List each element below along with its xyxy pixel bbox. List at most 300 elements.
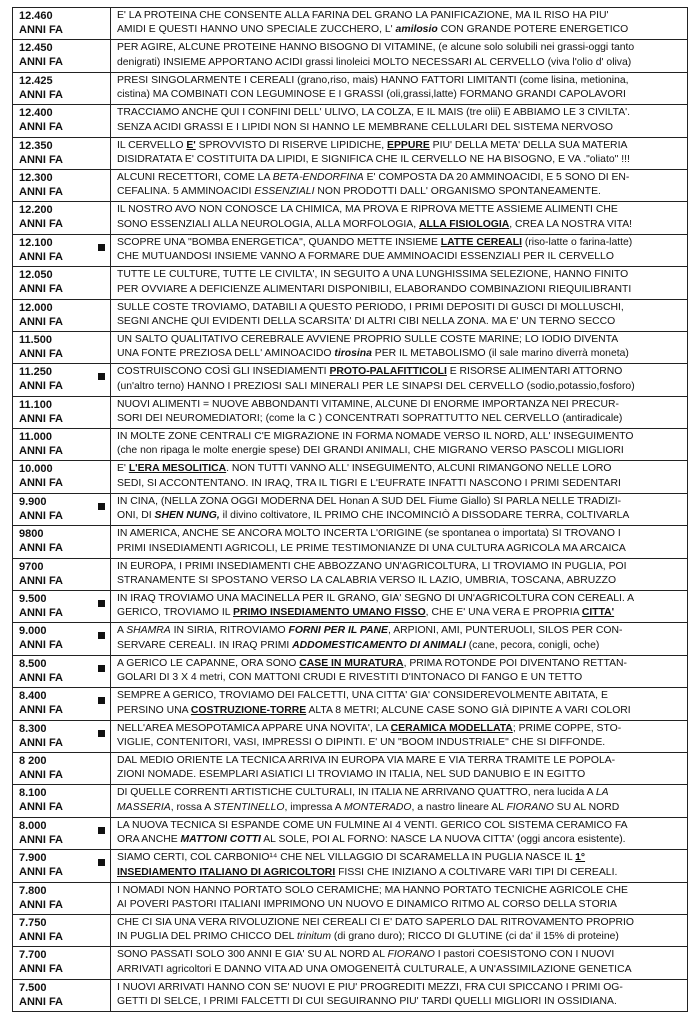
- date-cell: [13, 364, 111, 395]
- text-segment: SONO ESSENZIALI ALLA NEUROLOGIA, ALLA MORFOLOGIA,: [117, 218, 420, 230]
- square-bullet-icon: [98, 827, 105, 834]
- text-segment: il divino coltivatore, IL PRIMO CHE INCOMINCIÒ A DISSODARE TERRA, COLTIVARLA: [219, 510, 630, 522]
- unit-label: ANNI FA: [19, 509, 63, 522]
- text-segment: I NUOVI ARRIVATI HANNO CON SE' NUOVI E PIU' PROGREDITI MEZZI, FRA CUI SPICCANO I PRIMI OG-: [117, 981, 623, 993]
- description-line: [117, 948, 682, 962]
- square-bullet-icon: [98, 665, 105, 672]
- timeline-row: [12, 526, 688, 558]
- year-label: 12.200: [19, 204, 53, 217]
- text-segment: IN SIRIA, RITROVIAMO: [170, 625, 289, 637]
- date-cell: [13, 688, 111, 719]
- text-segment: GOLARI DI 3 X 4 metri, CON MATTONI CRUDI E RIVESTITI D'INTONACO DI FANGO E UN TETTO: [117, 672, 583, 684]
- text-segment: , impressa A: [284, 801, 344, 813]
- date-cell: [13, 656, 111, 687]
- date-cell: [13, 332, 111, 363]
- year-label: 12.300: [19, 171, 53, 184]
- timeline-row: [12, 753, 688, 785]
- description-line: [117, 139, 682, 153]
- text-segment: E RISORSE ALIMENTARI ATTORNO: [446, 366, 623, 378]
- year-label: 8.000: [19, 819, 47, 832]
- description-cell: [111, 818, 687, 849]
- text-segment: SIAMO CERTI, COL CARBONIO¹⁴ CHE NEL VILLAGGIO DI SCARAMELLA IN PUGLIA NASCE IL: [117, 852, 576, 864]
- text-segment: , PRIMA ROTONDE POI DIVENTANO RETTAN-: [403, 657, 627, 669]
- text-segment: PRESI SINGOLARMENTE I CEREALI (grano,riso, mais) HANNO FATTORI LIMITANTI (come lisina, metionina,: [117, 74, 629, 86]
- text-segment: COSTRUISCONO COSÌ GLI INSEDIAMENTI: [117, 366, 330, 378]
- description-cell: [111, 623, 687, 654]
- year-label: 10.000: [19, 463, 53, 476]
- description-line: [117, 315, 682, 329]
- text-segment: PERSINO UNA: [117, 704, 191, 716]
- description-line: [117, 833, 682, 847]
- timeline-row: [12, 300, 688, 332]
- square-bullet-icon: [98, 632, 105, 639]
- date-cell: [13, 947, 111, 978]
- text-segment: UN SALTO QUALITATIVO CEREBRALE AVVIENE PROPRIO SULLE COSTE MARINE; LO IODIO DIVENTA: [117, 333, 619, 345]
- unit-label: ANNI FA: [19, 347, 63, 360]
- text-segment: L'ERA MESOLITICA: [128, 463, 227, 475]
- description-cell: [111, 947, 687, 978]
- unit-label: ANNI FA: [19, 574, 63, 587]
- unit-label: ANNI FA: [19, 963, 63, 976]
- description-line: [117, 121, 682, 135]
- description-line: [117, 283, 682, 297]
- year-label: 8.300: [19, 722, 47, 735]
- timeline-row: [12, 170, 688, 202]
- unit-label: ANNI FA: [19, 542, 63, 555]
- description-cell: [111, 494, 687, 525]
- description-line: [117, 704, 682, 718]
- unit-label: ANNI FA: [19, 898, 63, 911]
- text-segment: tirosina: [334, 348, 372, 360]
- text-segment: FIORANO: [387, 949, 435, 961]
- description-cell: [111, 883, 687, 914]
- description-cell: [111, 688, 687, 719]
- text-segment: AL SOLE, POI AL FORNO: NASCE LA NUOVA CITTA' (oggi ancora esistente).: [260, 834, 626, 846]
- description-line: [117, 268, 682, 282]
- text-segment: ESSENZIALI: [254, 186, 315, 198]
- text-segment: LATTE CEREALI: [440, 236, 522, 248]
- text-segment: E' LA PROTEINA CHE CONSENTE ALLA FARINA DEL GRANO LA PANIFICAZIONE, MA IL RISO HA PIU': [117, 10, 609, 21]
- text-segment: DI QUELLE CORRENTI ARTISTICHE CULTURALI, IN ITALIA NE ARRIVANO QUATTRO, nera lucida A: [117, 787, 596, 799]
- text-segment: CITTA': [581, 607, 615, 619]
- description-line: [117, 768, 682, 782]
- description-cell: [111, 40, 687, 71]
- description-line: [117, 56, 682, 70]
- timeline-row: [12, 591, 688, 623]
- year-label: 7.700: [19, 949, 47, 962]
- year-label: 9800: [19, 528, 44, 541]
- text-segment: LA NUOVA TECNICA SI ESPANDE COME UN FULMINE AI 4 VENTI. GERICO COL SISTEMA CERAMICO FA: [117, 819, 628, 831]
- description-line: [117, 592, 682, 606]
- text-segment: , CREA LA NOSTRA VITA!: [509, 218, 633, 230]
- unit-label: ANNI FA: [19, 833, 63, 846]
- date-cell: [13, 721, 111, 752]
- description-cell: [111, 73, 687, 104]
- text-segment: CHE MUTUANDOSI INSIEME VANNO A FORMARE DUE AMMINOACIDI ESSENZIALI PER IL CERVELLO: [117, 251, 614, 263]
- year-label: 12.450: [19, 42, 53, 55]
- description-line: [117, 930, 682, 944]
- description-cell: [111, 138, 687, 169]
- text-segment: ; PRIME COPPE, STO-: [512, 722, 622, 734]
- unit-label: ANNI FA: [19, 930, 63, 943]
- text-segment: FISSI CHE INIZIANO A COLTIVARE VARI TIPI DI CEREALI.: [335, 866, 618, 878]
- date-cell: [13, 980, 111, 1011]
- description-line: [117, 9, 682, 23]
- description-line: [117, 509, 682, 523]
- description-cell: [111, 397, 687, 428]
- text-segment: amilosio: [395, 24, 438, 36]
- description-line: [117, 527, 682, 541]
- timeline-table: [12, 7, 688, 1012]
- timeline-row: [12, 202, 688, 234]
- text-segment: CASE IN MURATURA: [299, 657, 404, 669]
- timeline-row: [12, 138, 688, 170]
- description-line: [117, 495, 682, 509]
- description-cell: [111, 656, 687, 687]
- description-line: [117, 866, 682, 880]
- date-cell: [13, 429, 111, 460]
- date-cell: [13, 170, 111, 201]
- description-cell: [111, 526, 687, 557]
- description-line: [117, 380, 682, 394]
- text-segment: IN MOLTE ZONE CENTRALI C'E MIGRAZIONE IN FORMA NOMADE VERSO IL NORD, ALL' INSEGUIMENTO: [117, 431, 634, 443]
- description-cell: [111, 105, 687, 136]
- year-label: 11.500: [19, 333, 53, 346]
- year-label: 12.350: [19, 139, 53, 152]
- text-segment: A GERICO LE CAPANNE, ORA SONO: [117, 657, 300, 669]
- unit-label: ANNI FA: [19, 445, 63, 458]
- date-cell: [13, 138, 111, 169]
- year-label: 9.900: [19, 495, 47, 508]
- timeline-row: [12, 947, 688, 979]
- text-segment: UNA FONTE PREZIOSA DELL' AMINOACIDO: [117, 348, 335, 360]
- text-segment: DAL MEDIO ORIENTE LA TECNICA ARRIVA IN EUROPA VIA MARE E VIA TERRA TRAMITE LE POPOLA-: [117, 754, 616, 766]
- description-line: [117, 203, 682, 217]
- timeline-row: [12, 235, 688, 267]
- unit-label: ANNI FA: [19, 185, 63, 198]
- description-cell: [111, 300, 687, 331]
- square-bullet-icon: [98, 697, 105, 704]
- year-label: 8.400: [19, 690, 47, 703]
- description-cell: [111, 721, 687, 752]
- year-label: 12.100: [19, 236, 53, 249]
- text-segment: denigrati) INSIEME APPORTANO ACIDI grassi linoleici MOLTO NECESSARI AL CERVELLO (viva l'olio d' oliva): [117, 56, 632, 68]
- text-segment: VIGLIE, CONTENITORI, VASI, IMPRESSI O DIPINTI. E' UN "BOOM INDUSTRIALE" CHE SI DIFFONDE.: [117, 737, 606, 748]
- unit-label: ANNI FA: [19, 218, 63, 231]
- text-segment: ARRIVATI agricoltori E DANNO VITA AD UNA OMOGENEITÀ CULTURALE, A UN'ASSIMILAZIONE GENETICA: [117, 963, 632, 975]
- text-segment: EPPURE: [387, 139, 430, 151]
- text-segment: AMIDI E QUESTI HANNO UNO SPECIALE ZUCCHERO, L': [117, 24, 396, 36]
- year-label: 11.000: [19, 431, 53, 444]
- text-segment: (di grano duro); RICCO DI GLUTINE (ci da' il 15% di proteine): [331, 931, 619, 943]
- text-segment: I NOMADI NON HANNO PORTATO SOLO CERAMICHE; MA HANNO PORTATO TECNICHE AGRICOLE CHE: [117, 884, 628, 896]
- text-segment: FORNI PER IL PANE: [288, 625, 388, 637]
- description-line: [117, 333, 682, 347]
- date-cell: [13, 785, 111, 816]
- timeline-row: [12, 40, 688, 72]
- text-segment: IN AMERICA, ANCHE SE ANCORA MOLTO INCERTA L'ORIGINE (se spontanea o importata) SI TROVANO I: [117, 528, 621, 540]
- text-segment: CEFALINA. 5 AMMINOACIDI: [117, 186, 255, 198]
- unit-label: ANNI FA: [19, 736, 63, 749]
- text-segment: A: [117, 625, 127, 637]
- description-cell: [111, 8, 687, 39]
- description-line: [117, 574, 682, 588]
- text-segment: (che non ripaga le molte energie spese) DEI GRANDI ANIMALI, CHE MIGRANO VERSO PASCOLI MIGLIORI: [117, 445, 624, 457]
- timeline-row: [12, 818, 688, 850]
- description-cell: [111, 364, 687, 395]
- description-cell: [111, 461, 687, 492]
- text-segment: ZIONI NOMADE. ESEMPLARI ASIATICI LI TROVIAMO IN ITALIA, NEL SUD DANUBIO E IN EGITTO: [117, 769, 586, 781]
- description-cell: [111, 170, 687, 201]
- unit-label: ANNI FA: [19, 88, 63, 101]
- text-segment: E' COMPOSTA DA 20 AMMINOACIDI, E 5 SONO DI EN-: [363, 171, 630, 183]
- unit-label: ANNI FA: [19, 24, 63, 36]
- date-cell: [13, 591, 111, 622]
- text-segment: STRANAMENTE SI SPOSTANO VERSO LA CALABRIA VERSO IL LAZIO, UMBRIA, TOSCANA, ABRUZZO: [117, 575, 617, 587]
- text-segment: SHAMRA: [126, 625, 171, 637]
- square-bullet-icon: [98, 730, 105, 737]
- text-segment: SULLE COSTE TROVIAMO, DATABILI A QUESTO PERIODO, I PRIMI DEPOSITI DI GUSCI DI MOLLUSCHI,: [117, 301, 624, 313]
- description-line: [117, 542, 682, 556]
- description-line: [117, 41, 682, 55]
- text-segment: SPROVVISTO DI RISERVE LIPIDICHE,: [195, 139, 388, 151]
- text-segment: PRIMI INSEDIAMENTI AGRICOLI, LE PRIME TESTIMONIANZE DI UNA CULTURA AGRICOLA MA ARCAICA: [117, 542, 626, 554]
- description-line: [117, 365, 682, 379]
- date-cell: [13, 850, 111, 881]
- unit-label: ANNI FA: [19, 995, 63, 1008]
- date-cell: [13, 8, 111, 39]
- timeline-row: [12, 461, 688, 493]
- text-segment: , CHE E' UNA VERA E PROPRIA: [425, 607, 582, 619]
- description-line: [117, 689, 682, 703]
- unit-label: ANNI FA: [19, 704, 63, 717]
- text-segment: ALCUNI RECETTORI, COME LA: [117, 171, 273, 183]
- date-cell: [13, 202, 111, 233]
- text-segment: SCOPRE UNA "BOMBA ENERGETICA", QUANDO METTE INSIEME: [117, 236, 441, 248]
- text-segment: NUOVI ALIMENTI = NUOVE ABBONDANTI VITAMINE, ALCUNE DI ENORME IMPORTANZA NEI PRECUR-: [117, 398, 620, 410]
- text-segment: SHEN NUNG,: [154, 510, 220, 522]
- year-label: 9700: [19, 560, 44, 573]
- text-segment: PER AGIRE, ALCUNE PROTEINE HANNO BISOGNO DI VITAMINE, (e alcune solo solubili nei grassi-oggi tanto: [117, 42, 635, 54]
- description-line: [117, 462, 682, 476]
- description-line: [117, 430, 682, 444]
- text-segment: E': [117, 463, 129, 475]
- year-label: 7.500: [19, 981, 47, 994]
- date-cell: [13, 753, 111, 784]
- description-cell: [111, 591, 687, 622]
- text-segment: SORI DEI NEUROMEDIATORI; (come la C ) CONCENTRATI SOPRATTUTTO NEL CERVELLO (antiradicale): [117, 413, 623, 425]
- date-cell: [13, 40, 111, 71]
- timeline-row: [12, 688, 688, 720]
- unit-label: ANNI FA: [19, 412, 63, 425]
- text-segment: IL NOSTRO AVO NON CONOSCE LA CHIMICA, MA PROVA E RIPROVA METTE ASSIEME ALIMENTI CHE: [117, 204, 618, 216]
- year-label: 12.460: [19, 10, 53, 22]
- description-cell: [111, 267, 687, 298]
- unit-label: ANNI FA: [19, 250, 63, 263]
- text-segment: SEMPRE A GERICO, TROVIAMO DEI FALCETTI, UNA CITTA' GIA' CONSIDEREVOLMENTE ABITATA, E: [117, 690, 608, 702]
- description-line: [117, 153, 682, 167]
- date-cell: [13, 105, 111, 136]
- year-label: 7.900: [19, 852, 47, 865]
- description-line: [117, 171, 682, 185]
- text-segment: COSTRUZIONE-TORRE: [190, 704, 307, 716]
- description-line: [117, 801, 682, 815]
- text-segment: IN PUGLIA DEL PRIMO CHICCO DEL: [117, 931, 297, 943]
- text-segment: . NON TUTTI VANNO ALL' INSEGUIMENTO, ALCUNI RIMANGONO NELLE LORO: [226, 463, 612, 475]
- text-segment: ALLA FISIOLOGIA: [419, 218, 510, 230]
- timeline-row: [12, 8, 688, 40]
- date-cell: [13, 494, 111, 525]
- timeline-row: [12, 105, 688, 137]
- description-line: [117, 722, 682, 736]
- description-cell: [111, 753, 687, 784]
- timeline-row: [12, 850, 688, 882]
- timeline-row: [12, 721, 688, 753]
- description-line: [117, 819, 682, 833]
- text-segment: ALTA 8 METRI; ALCUNE CASE SONO GIÀ DIPINTE A VARI COLORI: [306, 704, 631, 716]
- text-segment: DISIDRATATA E' COSTITUITA DA LIPIDI, E SIGNIFICA CHE IL CERVELLO NE HA BISOGNO, E VA ."oliato" !!!: [117, 153, 630, 165]
- description-line: [117, 88, 682, 102]
- text-segment: I pastori COESISTONO CON I NUOVI: [434, 949, 615, 961]
- description-line: [117, 606, 682, 620]
- text-segment: 1°: [575, 852, 586, 864]
- year-label: 12.425: [19, 74, 53, 87]
- text-segment: MATTONI COTTI: [180, 834, 261, 846]
- year-label: 7.800: [19, 884, 47, 897]
- description-line: [117, 624, 682, 638]
- description-line: [117, 347, 682, 361]
- timeline-row: [12, 364, 688, 396]
- description-line: [117, 639, 682, 653]
- unit-label: ANNI FA: [19, 380, 63, 393]
- timeline-row: [12, 397, 688, 429]
- text-segment: FIORANO: [506, 801, 554, 813]
- description-cell: [111, 785, 687, 816]
- text-segment: SU AL NORD: [553, 801, 620, 813]
- square-bullet-icon: [98, 503, 105, 510]
- description-line: [117, 657, 682, 671]
- description-line: [117, 218, 682, 232]
- text-segment: , ARPIONI, AMI, PUNTERUOLI, SILOS PER CON-: [388, 625, 623, 637]
- year-label: 9.500: [19, 593, 47, 606]
- timeline-row: [12, 623, 688, 655]
- square-bullet-icon: [98, 859, 105, 866]
- description-line: [117, 74, 682, 88]
- unit-label: ANNI FA: [19, 283, 63, 296]
- description-line: [117, 736, 682, 750]
- text-segment: PROTO-PALAFITTICOLI: [329, 366, 447, 378]
- description-cell: [111, 332, 687, 363]
- text-segment: PIU' DELLA META' DELLA SUA MATERIA: [429, 139, 628, 151]
- date-cell: [13, 397, 111, 428]
- timeline-row: [12, 429, 688, 461]
- description-line: [117, 236, 682, 250]
- unit-label: ANNI FA: [19, 801, 63, 814]
- text-segment: NON PRODOTTI DALL' ORGANISMO SPONTANEAMENTE.: [314, 186, 601, 198]
- timeline-row: [12, 332, 688, 364]
- unit-label: ANNI FA: [19, 768, 63, 781]
- text-segment: SEDI, SI ACCONTENTANO. IN IRAQ, TRA IL TIGRI E L'EUFRATE INFATTI NASCONO I PRIMI SEDENTARI: [117, 477, 621, 489]
- text-segment: BETA-ENDORFINA: [272, 171, 364, 183]
- text-segment: trinitum: [296, 931, 332, 943]
- text-segment: IN EUROPA, I PRIMI INSEDIAMENTI CHE ABBOZZANO UN'AGRICOLTURA, LI TROVIAMO IN PUGLIA, POI: [117, 560, 627, 572]
- text-segment: IL CERVELLO: [117, 139, 187, 151]
- text-segment: cistina) MA COMBINATI CON LEGUMINOSE E I GRASSI (oli,grassi,latte) FORMANO GRANDI CAPOLAVORI: [117, 89, 626, 101]
- description-line: [117, 851, 682, 865]
- description-line: [117, 301, 682, 315]
- description-line: [117, 995, 682, 1009]
- text-segment: MONTERADO: [343, 801, 412, 813]
- date-cell: [13, 559, 111, 590]
- text-segment: PER OVVIARE A DEFICIENZE ALIMENTARI DISPONIBILI, ELABORANDO COMBINAZIONI RIEQUILIBRANTI: [117, 283, 632, 295]
- text-segment: IN IRAQ TROVIAMO UNA MACINELLA PER IL GRANO, GIA' SEGNO DI UN'AGRICOLTURA CON CEREALI. A: [117, 593, 635, 605]
- date-cell: [13, 915, 111, 946]
- text-segment: ONI, DI: [117, 510, 155, 522]
- timeline-row: [12, 656, 688, 688]
- text-segment: AI POVERI PASTORI ITALIANI IMPRIMONO UN NUOVO E DINAMICO RITMO AL CORSO DELLA STORIA: [117, 898, 617, 910]
- date-cell: [13, 300, 111, 331]
- square-bullet-icon: [98, 373, 105, 380]
- timeline-row: [12, 883, 688, 915]
- year-label: 8.100: [19, 787, 47, 800]
- description-line: [117, 477, 682, 491]
- date-cell: [13, 623, 111, 654]
- description-line: [117, 884, 682, 898]
- year-label: 12.000: [19, 301, 53, 314]
- timeline-row: [12, 915, 688, 947]
- description-line: [117, 963, 682, 977]
- text-segment: SONO PASSATI SOLO 300 ANNI E GIA' SU AL NORD AL: [117, 949, 388, 961]
- description-cell: [111, 235, 687, 266]
- text-segment: MASSERIA: [117, 801, 171, 813]
- description-line: [117, 23, 682, 37]
- description-line: [117, 398, 682, 412]
- year-label: 8 200: [19, 754, 47, 767]
- date-cell: [13, 818, 111, 849]
- timeline-row: [12, 785, 688, 817]
- text-segment: INSEDIAMENTO ITALIANO DI AGRICOLTORI: [117, 866, 336, 878]
- text-segment: TUTTE LE CULTURE, TUTTE LE CIVILTA', IN SEGUITO A UNA LUNGHISSIMA SELEZIONE, HANNO FINITO: [117, 269, 629, 281]
- description-line: [117, 916, 682, 930]
- square-bullet-icon: [98, 600, 105, 607]
- text-segment: SENZA ACIDI GRASSI E I LIPIDI NON SI HANNO LE MEMBRANE CELLULARI DEL SISTEMA NERVOSO: [117, 121, 613, 133]
- date-cell: [13, 267, 111, 298]
- text-segment: (un'altro terno) HANNO I PREZIOSI SALI MINERALI PER LE SINAPSI DEL CERVELLO (sodio,potassio,fosforo): [117, 380, 635, 392]
- text-segment: CON GRANDE POTERE ENERGETICO: [437, 24, 629, 36]
- unit-label: ANNI FA: [19, 639, 63, 652]
- text-segment: SERVARE CEREALI. IN IRAQ PRIMI: [117, 639, 293, 651]
- text-segment: SEGNI ANCHE QUI EVIDENTI DELLA SCARSITA' DI ALTRI CIBI NELLA ZONA. MA E' UN TERNO SECCO: [117, 315, 616, 327]
- text-segment: , rossa A: [170, 801, 214, 813]
- text-segment: GETTI DI SELCE, I PRIMI FALCETTI DI CUI SEGUIRANNO PIU' TARDI QUELLI MIGLIORI IN OSSIDIANA.: [117, 996, 617, 1008]
- unit-label: ANNI FA: [19, 607, 63, 620]
- year-label: 11.100: [19, 398, 53, 411]
- description-cell: [111, 980, 687, 1011]
- timeline-row: [12, 73, 688, 105]
- year-label: 7.750: [19, 916, 47, 929]
- text-segment: IN CINA, (NELLA ZONA OGGI MODERNA DEL Honan A SUD DEL Fiume Giallo) SI PARLA NELLE TRADIZI-: [117, 495, 622, 507]
- text-segment: PER IL METABOLISMO (il sale marino diverrà moneta): [371, 348, 629, 360]
- timeline-row: [12, 980, 688, 1012]
- text-segment: TRACCIAMO ANCHE QUI I CONFINI DELL' ULIVO, LA COLZA, E IL MAIS (tre olii) E ABBIAMO LE 3 CIVILTA'.: [117, 107, 631, 119]
- unit-label: ANNI FA: [19, 315, 63, 328]
- text-segment: ORA ANCHE: [117, 834, 181, 846]
- square-bullet-icon: [98, 244, 105, 251]
- unit-label: ANNI FA: [19, 866, 63, 879]
- year-label: 12.050: [19, 269, 53, 282]
- description-line: [117, 444, 682, 458]
- text-segment: (riso-latte o farina-latte): [521, 236, 633, 248]
